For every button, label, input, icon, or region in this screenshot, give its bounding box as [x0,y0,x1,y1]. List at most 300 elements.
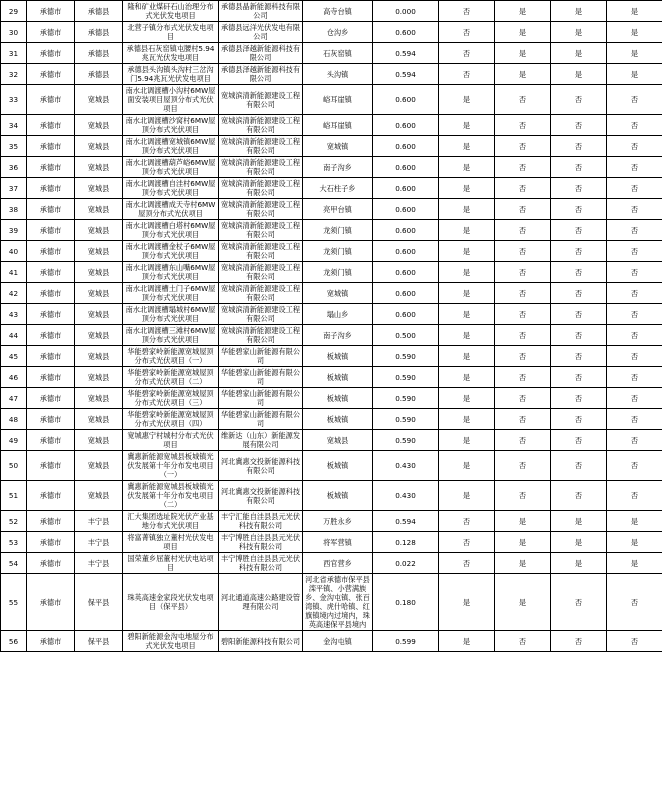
cell-capacity: 0.590 [373,430,439,451]
cell-flag-1: 是 [439,388,495,409]
cell-company: 河北通道高速公路建设管理有限公司 [219,574,303,631]
cell-flag-2: 是 [495,64,551,85]
cell-project-name: 南水北调渡槽三滩村6MW屋顶分布式光伏项目 [123,325,219,346]
cell-company: 承德县远洋光伏发电有限公司 [219,22,303,43]
cell-project-name: 承德县石灰窑镇屯腰村5.94兆瓦光伏发电项目 [123,43,219,64]
cell-index: 53 [1,532,27,553]
table-row [1,85,662,115]
cell-town: 龙须门镇 [303,220,373,241]
cell-flag-4: 否 [607,85,662,115]
cell-county: 宽城县 [75,346,123,367]
cell-town: 头沟镇 [303,64,373,85]
cell-town: 亮甲台镇 [303,199,373,220]
cell-flag-1: 是 [439,85,495,115]
cell-project-name: 南水北调渡槽葫芦峪6MW屋顶分布式光伏项目 [123,157,219,178]
cell-county: 宽城县 [75,262,123,283]
cell-flag-4: 是 [607,22,662,43]
cell-capacity: 0.430 [373,481,439,511]
cell-flag-1: 否 [439,553,495,574]
cell-city: 承德市 [27,43,75,64]
cell-county: 宽城县 [75,388,123,409]
cell-county: 宽城县 [75,451,123,481]
cell-capacity: 0.430 [373,451,439,481]
cell-index: 42 [1,283,27,304]
cell-county: 承德县 [75,64,123,85]
cell-project-name: 南水北调渡槽小沟村6MW屋面安装项目屋顶分布式光伏项目 [123,85,219,115]
cell-capacity: 0.180 [373,574,439,631]
cell-town: 板城镇 [303,451,373,481]
cell-index: 52 [1,511,27,532]
cell-flag-2: 是 [495,43,551,64]
cell-county: 保平县 [75,574,123,631]
cell-project-name: 冀惠新能源宽城县板城镇光伏发展第十年分布发电项目（一） [123,451,219,481]
cell-company: 河北冀惠交投新能源科技有限公司 [219,451,303,481]
cell-flag-1: 是 [439,283,495,304]
cell-flag-4: 是 [607,532,662,553]
table-row [1,631,662,652]
cell-county: 保平县 [75,631,123,652]
cell-company: 宽城滨清新能源建设工程有限公司 [219,199,303,220]
table-row [1,346,662,367]
cell-flag-2: 否 [495,157,551,178]
cell-index: 33 [1,85,27,115]
cell-flag-2: 否 [495,178,551,199]
cell-flag-4: 否 [607,283,662,304]
cell-city: 承德市 [27,199,75,220]
cell-city: 承德市 [27,325,75,346]
cell-flag-2: 是 [495,1,551,22]
cell-capacity: 0.600 [373,262,439,283]
cell-town: 大石柱子乡 [303,178,373,199]
cell-company: 宽城滨清新能源建设工程有限公司 [219,220,303,241]
table-row [1,22,662,43]
cell-capacity: 0.599 [373,631,439,652]
cell-project-name: 南水北调渡槽沙窝村6MW屋顶分布式光伏项目 [123,115,219,136]
cell-capacity: 0.594 [373,43,439,64]
cell-capacity: 0.600 [373,178,439,199]
cell-city: 承德市 [27,409,75,430]
cell-flag-4: 否 [607,136,662,157]
cell-county: 承德县 [75,22,123,43]
cell-town: 宽城县 [303,430,373,451]
cell-town: 万胜永乡 [303,511,373,532]
cell-flag-4: 否 [607,157,662,178]
table-row [1,481,662,511]
table-row [1,1,662,22]
cell-flag-3: 否 [551,631,607,652]
cell-capacity: 0.600 [373,115,439,136]
cell-flag-1: 是 [439,631,495,652]
cell-flag-4: 否 [607,241,662,262]
cell-company: 宽城滨清新能源建设工程有限公司 [219,304,303,325]
cell-city: 承德市 [27,178,75,199]
cell-index: 47 [1,388,27,409]
cell-city: 承德市 [27,136,75,157]
cell-project-name: 南水北调渡槽白塔村6MW屋顶分布式光伏项目 [123,220,219,241]
cell-flag-2: 否 [495,481,551,511]
cell-index: 36 [1,157,27,178]
cell-flag-1: 是 [439,178,495,199]
cell-city: 承德市 [27,64,75,85]
cell-flag-4: 否 [607,451,662,481]
cell-capacity: 0.590 [373,388,439,409]
cell-flag-1: 是 [439,325,495,346]
cell-flag-4: 否 [607,430,662,451]
cell-flag-3: 否 [551,157,607,178]
cell-flag-3: 否 [551,178,607,199]
cell-flag-3: 否 [551,367,607,388]
table-row [1,115,662,136]
cell-flag-2: 否 [495,85,551,115]
cell-company: 承德县晶新能源科技有限公司 [219,1,303,22]
cell-flag-2: 否 [495,451,551,481]
cell-flag-1: 是 [439,136,495,157]
cell-town: 金沟屯镇 [303,631,373,652]
cell-index: 31 [1,43,27,64]
cell-capacity: 0.594 [373,511,439,532]
table-row [1,199,662,220]
cell-flag-1: 是 [439,115,495,136]
cell-flag-3: 否 [551,346,607,367]
cell-county: 宽城县 [75,409,123,430]
cell-flag-3: 是 [551,1,607,22]
cell-county: 宽城县 [75,241,123,262]
cell-index: 46 [1,367,27,388]
cell-flag-4: 是 [607,553,662,574]
cell-flag-1: 否 [439,532,495,553]
cell-company: 华能碧家山新能源有限公司 [219,367,303,388]
cell-flag-1: 是 [439,241,495,262]
cell-project-name: 隆和矿业煤矸石山治理分布式光伏发电项目 [123,1,219,22]
cell-index: 55 [1,574,27,631]
cell-flag-3: 否 [551,304,607,325]
cell-company: 宽城滨清新能源建设工程有限公司 [219,157,303,178]
cell-city: 承德市 [27,262,75,283]
cell-city: 承德市 [27,388,75,409]
cell-capacity: 0.590 [373,409,439,430]
table-row [1,325,662,346]
cell-index: 40 [1,241,27,262]
cell-company: 丰宁汇能自洼县县元光伏科技有限公司 [219,511,303,532]
cell-town: 板城镇 [303,367,373,388]
cell-flag-4: 否 [607,346,662,367]
cell-flag-4: 否 [607,220,662,241]
cell-county: 宽城县 [75,115,123,136]
cell-company: 承德县泽越新能源科技有限公司 [219,64,303,85]
cell-flag-2: 是 [495,574,551,631]
cell-capacity: 0.600 [373,283,439,304]
cell-company: 宽城滨清新能源建设工程有限公司 [219,85,303,115]
cell-city: 承德市 [27,481,75,511]
cell-project-name: 南水北调渡槽东山嘴6MW屋顶分布式光伏项目 [123,262,219,283]
cell-capacity: 0.000 [373,1,439,22]
cell-county: 宽城县 [75,220,123,241]
cell-index: 41 [1,262,27,283]
cell-city: 承德市 [27,346,75,367]
cell-flag-4: 否 [607,409,662,430]
cell-company: 宽城滨清新能源建设工程有限公司 [219,283,303,304]
cell-flag-3: 是 [551,43,607,64]
cell-flag-4: 否 [607,367,662,388]
table-row [1,409,662,430]
cell-capacity: 0.594 [373,64,439,85]
cell-company: 碧阳新能源科技有限公司 [219,631,303,652]
table-body [1,1,662,652]
cell-company: 宽城滨清新能源建设工程有限公司 [219,241,303,262]
cell-flag-2: 否 [495,367,551,388]
cell-flag-1: 否 [439,22,495,43]
table-row [1,367,662,388]
cell-flag-1: 是 [439,574,495,631]
cell-index: 35 [1,136,27,157]
cell-county: 宽城县 [75,178,123,199]
cell-flag-1: 是 [439,367,495,388]
cell-capacity: 0.600 [373,220,439,241]
cell-flag-1: 是 [439,157,495,178]
cell-county: 宽城县 [75,136,123,157]
cell-flag-2: 否 [495,409,551,430]
table-row [1,532,662,553]
table-row [1,157,662,178]
cell-index: 49 [1,430,27,451]
cell-flag-2: 否 [495,283,551,304]
cell-project-name: 国荣董乡屈董村光伏电站项目 [123,553,219,574]
table-row [1,511,662,532]
cell-flag-2: 否 [495,346,551,367]
cell-project-name: 南水北调渡槽塌城村6MW屋顶分布式光伏项目 [123,304,219,325]
cell-capacity: 0.600 [373,241,439,262]
cell-flag-1: 是 [439,220,495,241]
cell-company: 宽城滨清新能源建设工程有限公司 [219,136,303,157]
cell-flag-3: 否 [551,115,607,136]
cell-county: 宽城县 [75,325,123,346]
cell-town: 龙须门镇 [303,241,373,262]
cell-index: 39 [1,220,27,241]
cell-company: 宽城滨清新能源建设工程有限公司 [219,115,303,136]
cell-flag-1: 是 [439,304,495,325]
cell-town: 高寺台镇 [303,1,373,22]
cell-capacity: 0.022 [373,553,439,574]
cell-project-name: 南水北调渡槽自洼村6MW屋顶分布式光伏项目 [123,178,219,199]
cell-city: 承德市 [27,85,75,115]
cell-company: 河北冀惠交投新能源科技有限公司 [219,481,303,511]
cell-county: 承德县 [75,1,123,22]
cell-county: 丰宁县 [75,532,123,553]
cell-company: 华能碧家山新能源有限公司 [219,388,303,409]
cell-city: 承德市 [27,1,75,22]
cell-county: 宽城县 [75,304,123,325]
cell-project-name: 南水北调渡槽宽城镇6MW屋顶分布式光伏项目 [123,136,219,157]
cell-flag-3: 否 [551,409,607,430]
table-row [1,262,662,283]
cell-index: 29 [1,1,27,22]
cell-index: 54 [1,553,27,574]
cell-city: 承德市 [27,220,75,241]
cell-project-name: 南水北调渡槽成天寺村6MW屋顶分布式光伏项目 [123,199,219,220]
cell-town: 板城镇 [303,346,373,367]
table-row [1,388,662,409]
cell-city: 承德市 [27,283,75,304]
table-row [1,430,662,451]
cell-flag-3: 否 [551,220,607,241]
cell-flag-3: 是 [551,553,607,574]
cell-flag-4: 是 [607,64,662,85]
cell-project-name: 汇大集团选址院光伏产业基地分布式光伏项目 [123,511,219,532]
cell-capacity: 0.600 [373,199,439,220]
cell-flag-4: 否 [607,115,662,136]
cell-flag-4: 否 [607,178,662,199]
cell-flag-2: 是 [495,532,551,553]
cell-flag-1: 是 [439,346,495,367]
cell-town: 龙须门镇 [303,262,373,283]
cell-flag-3: 否 [551,481,607,511]
cell-company: 华能碧家山新能源有限公司 [219,346,303,367]
cell-project-name: 南水北调渡槽金杖子6MW屋顶分布式光伏项目 [123,241,219,262]
cell-company: 承德县泽越新能源科技有限公司 [219,43,303,64]
cell-county: 承德县 [75,43,123,64]
cell-town: 河北省承德市保平县滦平镇、小营满族乡、金沟屯镇、张百湾镇、虎什哈镇、红旗镇境内过境内，珠英高速保平县境内 [303,574,373,631]
cell-flag-3: 否 [551,199,607,220]
cell-town: 板城镇 [303,388,373,409]
cell-project-name: 冀惠新能源宽城县板城镇光伏发展第十年分布发电项目（二） [123,481,219,511]
cell-town: 板城镇 [303,481,373,511]
cell-flag-2: 否 [495,262,551,283]
cell-flag-4: 否 [607,631,662,652]
cell-town: 宽城镇 [303,283,373,304]
table-row [1,241,662,262]
cell-flag-2: 否 [495,136,551,157]
cell-capacity: 0.600 [373,136,439,157]
cell-flag-2: 否 [495,631,551,652]
cell-project-name: 将富菁镇独立董村光伏发电项目 [123,532,219,553]
cell-index: 30 [1,22,27,43]
cell-flag-1: 是 [439,430,495,451]
cell-flag-1: 否 [439,1,495,22]
cell-town: 峪耳崖镇 [303,85,373,115]
cell-company: 丰宁博胜自洼县县元光伏科技有限公司 [219,553,303,574]
cell-flag-3: 否 [551,241,607,262]
cell-flag-2: 是 [495,553,551,574]
cell-flag-3: 是 [551,22,607,43]
cell-flag-2: 否 [495,304,551,325]
cell-flag-2: 否 [495,241,551,262]
cell-county: 丰宁县 [75,553,123,574]
cell-project-name: 华能碧家岭新能源宽城屋顶分布式光伏项目（四） [123,409,219,430]
cell-index: 43 [1,304,27,325]
cell-flag-3: 否 [551,262,607,283]
cell-flag-4: 是 [607,1,662,22]
cell-flag-4: 否 [607,304,662,325]
cell-company: 宽城滨清新能源建设工程有限公司 [219,325,303,346]
cell-index: 50 [1,451,27,481]
cell-flag-4: 否 [607,574,662,631]
cell-county: 宽城县 [75,199,123,220]
cell-county: 宽城县 [75,85,123,115]
cell-flag-3: 否 [551,85,607,115]
cell-capacity: 0.600 [373,22,439,43]
cell-town: 将军营镇 [303,532,373,553]
cell-county: 宽城县 [75,430,123,451]
table-row [1,220,662,241]
cell-town: 西官营乡 [303,553,373,574]
cell-flag-1: 是 [439,481,495,511]
cell-project-name: 华能碧家岭新能源宽城屋顶分布式光伏项目（二） [123,367,219,388]
cell-town: 南子沟乡 [303,325,373,346]
table-row [1,178,662,199]
cell-town: 峪耳崖镇 [303,115,373,136]
cell-flag-2: 否 [495,199,551,220]
cell-flag-4: 否 [607,262,662,283]
cell-capacity: 0.128 [373,532,439,553]
cell-city: 承德市 [27,304,75,325]
cell-flag-3: 是 [551,532,607,553]
cell-flag-1: 是 [439,409,495,430]
cell-index: 44 [1,325,27,346]
cell-city: 承德市 [27,22,75,43]
table-row [1,451,662,481]
cell-town: 南子沟乡 [303,157,373,178]
cell-index: 32 [1,64,27,85]
cell-project-name: 北营子镇分布式光伏发电项目 [123,22,219,43]
cell-flag-3: 是 [551,64,607,85]
cell-city: 承德市 [27,241,75,262]
cell-city: 承德市 [27,430,75,451]
table-row [1,553,662,574]
cell-flag-4: 是 [607,43,662,64]
cell-city: 承德市 [27,574,75,631]
cell-flag-2: 否 [495,388,551,409]
cell-index: 48 [1,409,27,430]
cell-flag-1: 否 [439,43,495,64]
cell-flag-4: 否 [607,325,662,346]
cell-county: 宽城县 [75,283,123,304]
cell-capacity: 0.600 [373,157,439,178]
cell-city: 承德市 [27,553,75,574]
cell-town: 宽城镇 [303,136,373,157]
cell-capacity: 0.590 [373,367,439,388]
cell-index: 51 [1,481,27,511]
cell-city: 承德市 [27,115,75,136]
cell-company: 宽城滨清新能源建设工程有限公司 [219,178,303,199]
cell-county: 宽城县 [75,157,123,178]
cell-flag-1: 否 [439,511,495,532]
cell-flag-3: 否 [551,136,607,157]
cell-project-name: 珠英高速金家段光伏发电项目（保平县） [123,574,219,631]
cell-index: 45 [1,346,27,367]
cell-city: 承德市 [27,367,75,388]
cell-flag-4: 否 [607,199,662,220]
cell-flag-3: 否 [551,430,607,451]
cell-flag-3: 是 [551,511,607,532]
cell-flag-4: 否 [607,481,662,511]
cell-company: 华能碧家山新能源有限公司 [219,409,303,430]
cell-city: 承德市 [27,157,75,178]
cell-project-name: 华能碧家岭新能源宽城屋顶分布式光伏项目（一） [123,346,219,367]
cell-county: 丰宁县 [75,511,123,532]
cell-town: 塌山乡 [303,304,373,325]
cell-flag-3: 否 [551,325,607,346]
cell-capacity: 0.600 [373,85,439,115]
cell-capacity: 0.600 [373,304,439,325]
cell-index: 37 [1,178,27,199]
cell-flag-2: 否 [495,115,551,136]
cell-capacity: 0.500 [373,325,439,346]
cell-flag-4: 否 [607,388,662,409]
cell-city: 承德市 [27,532,75,553]
table-row [1,574,662,631]
cell-flag-3: 否 [551,574,607,631]
table-row [1,304,662,325]
